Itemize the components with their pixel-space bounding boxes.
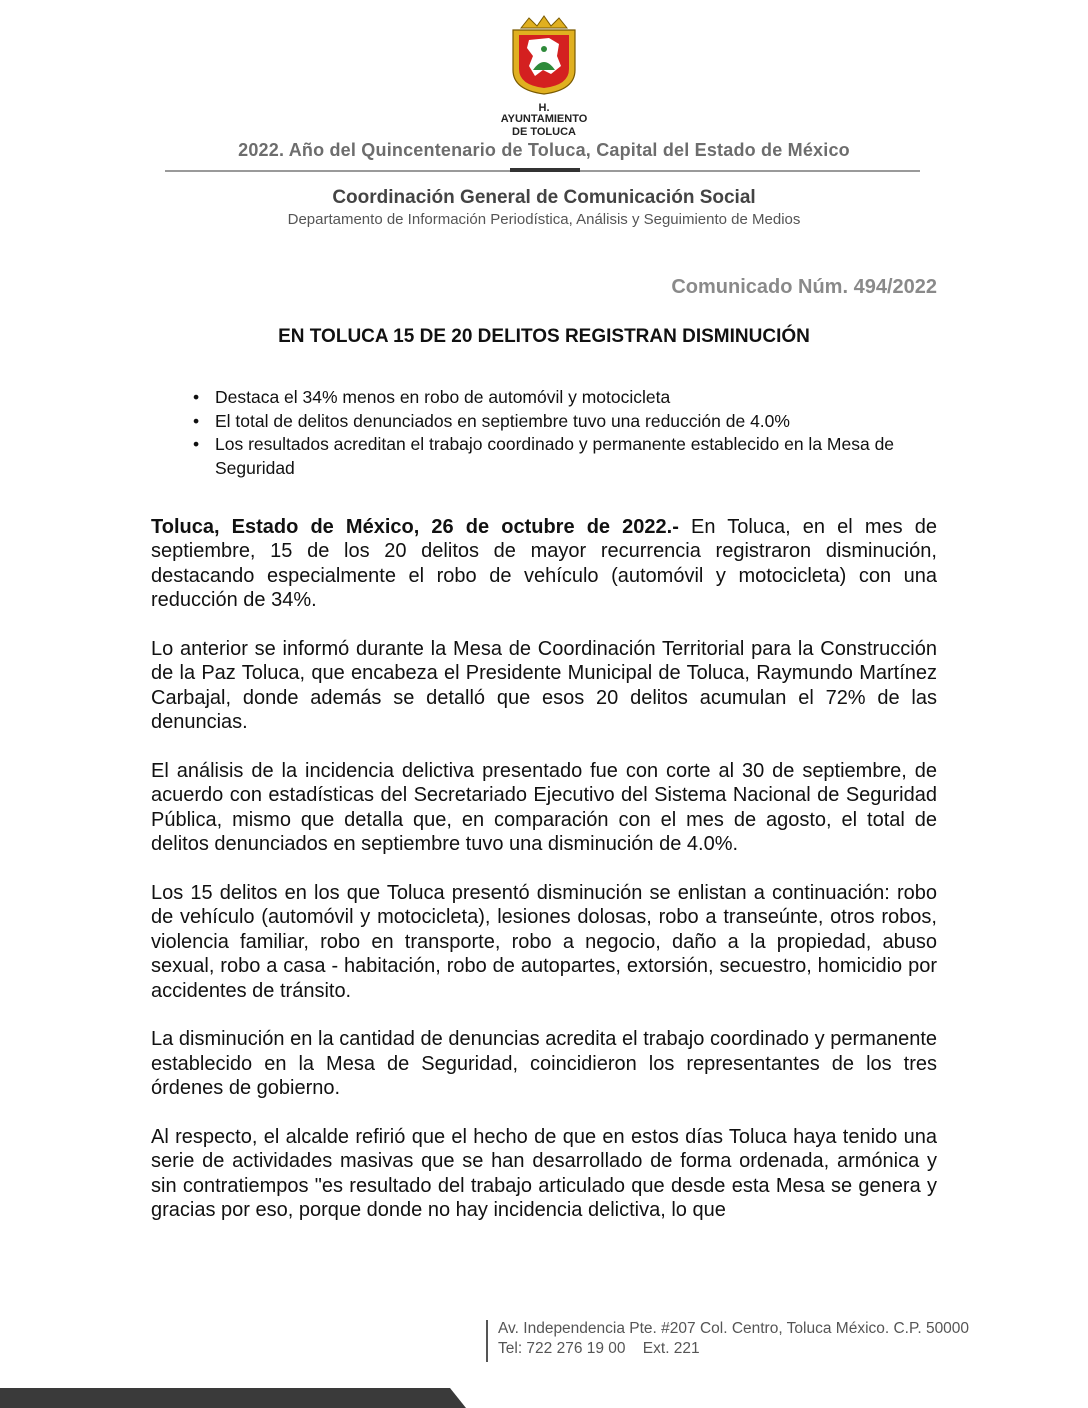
communique-number: Comunicado Núm. 494/2022	[671, 276, 937, 298]
coordination-title: Coordinación General de Comunicación Social	[332, 187, 756, 208]
footer-phone: Tel: 722 276 19 00	[498, 1340, 626, 1357]
paragraph	[151, 515, 937, 613]
bullet-item: • Los resultados acreditan el trabajo coordinado y permanente establecido en la Mesa de Seguridad	[193, 433, 923, 480]
footer-divider	[486, 1320, 488, 1362]
article-body	[151, 515, 937, 1247]
footer-contact	[498, 1340, 700, 1358]
bullet-item: • Destaca el 34% menos en robo de automóvil y motocicleta	[193, 386, 923, 410]
paragraph: Los 15 delitos en los que Toluca presentó disminución se enlistan a continuación: robo de vehículo (automóvil y motocicleta), lesiones dolosas, robo a transeúnte, otros robos, violencia familiar, robo en transporte, robo a negocio, daño a la propiedad, abuso sexual, robo a casa - habitación, robo de autopartes, extorsión, secuestro, homicidio por accidentes de tránsito.	[151, 882, 937, 1002]
paragraph: Lo anterior se informó durante la Mesa de Coordinación Territorial para la Construcción de la Paz Toluca, que encabeza el Presidente Municipal de Toluca, Raymundo Martínez Carbajal, donde además se detalló que esos 20 delitos acumulan el 72% de las denuncias.	[151, 638, 937, 734]
municipal-logo	[499, 14, 589, 138]
header-divider-accent	[510, 168, 580, 172]
logo-label-line2: DE TOLUCA	[512, 126, 576, 138]
paragraph: La disminución en la cantidad de denuncias acredita el trabajo coordinado y permanente establecido en la Mesa de Seguridad, coincidieron los representantes de los tres órdenes de gobierno.	[151, 1028, 937, 1100]
paragraph: Al respecto, el alcalde refirió que el hecho de que en estos días Toluca haya tenido una serie de actividades masivas que se han desarrollado de forma ordenada, armónica y sin contratiempos "es resultado del trabajo articulado que desde esta Mesa se genera y gracias por eso, porque donde no hay incidencia delictiva, lo que	[151, 1126, 937, 1222]
toluca-shield-icon	[499, 14, 589, 96]
logo-label-line1: H. AYUNTAMIENTO	[500, 102, 588, 125]
summary-bullets	[193, 386, 923, 480]
bullet-item: • El total de delitos denunciados en septiembre tuvo una reducción de 4.0%	[193, 410, 923, 434]
footer-bar	[0, 1388, 1088, 1408]
year-motto: 2022. Año del Quincentenario de Toluca, Capital del Estado de México	[238, 140, 850, 160]
footer-extension: Ext. 221	[642, 1340, 700, 1357]
dateline: Toluca, Estado de México, 26 de octubre de 2022.-	[151, 516, 679, 538]
paragraph: El análisis de la incidencia delictiva presentado fue con corte al 30 de septiembre, de acuerdo con estadísticas del Secretariado Ejecutivo del Sistema Nacional de Seguridad Pública, mismo que detalla que, en comparación con el mes de agosto, el total de delitos denunciados en septiembre tuvo una disminución de 4.0%.	[151, 760, 937, 856]
footer-address: Av. Independencia Pte. #207 Col. Centro, Toluca México. C.P. 50000	[498, 1320, 970, 1337]
headline: EN TOLUCA 15 DE 20 DELITOS REGISTRAN DISMINUCIÓN	[278, 326, 810, 347]
paragraph-text: En Toluca, en el mes de septiembre, 15 de los 20 delitos de mayor recurrencia registraron disminución, destacando especialmente el robo de vehículo (automóvil y motocicleta) con una reducción de 34%.	[151, 516, 937, 612]
department-subtitle: Departamento de Información Periodística, Análisis y Seguimiento de Medios	[287, 211, 801, 228]
